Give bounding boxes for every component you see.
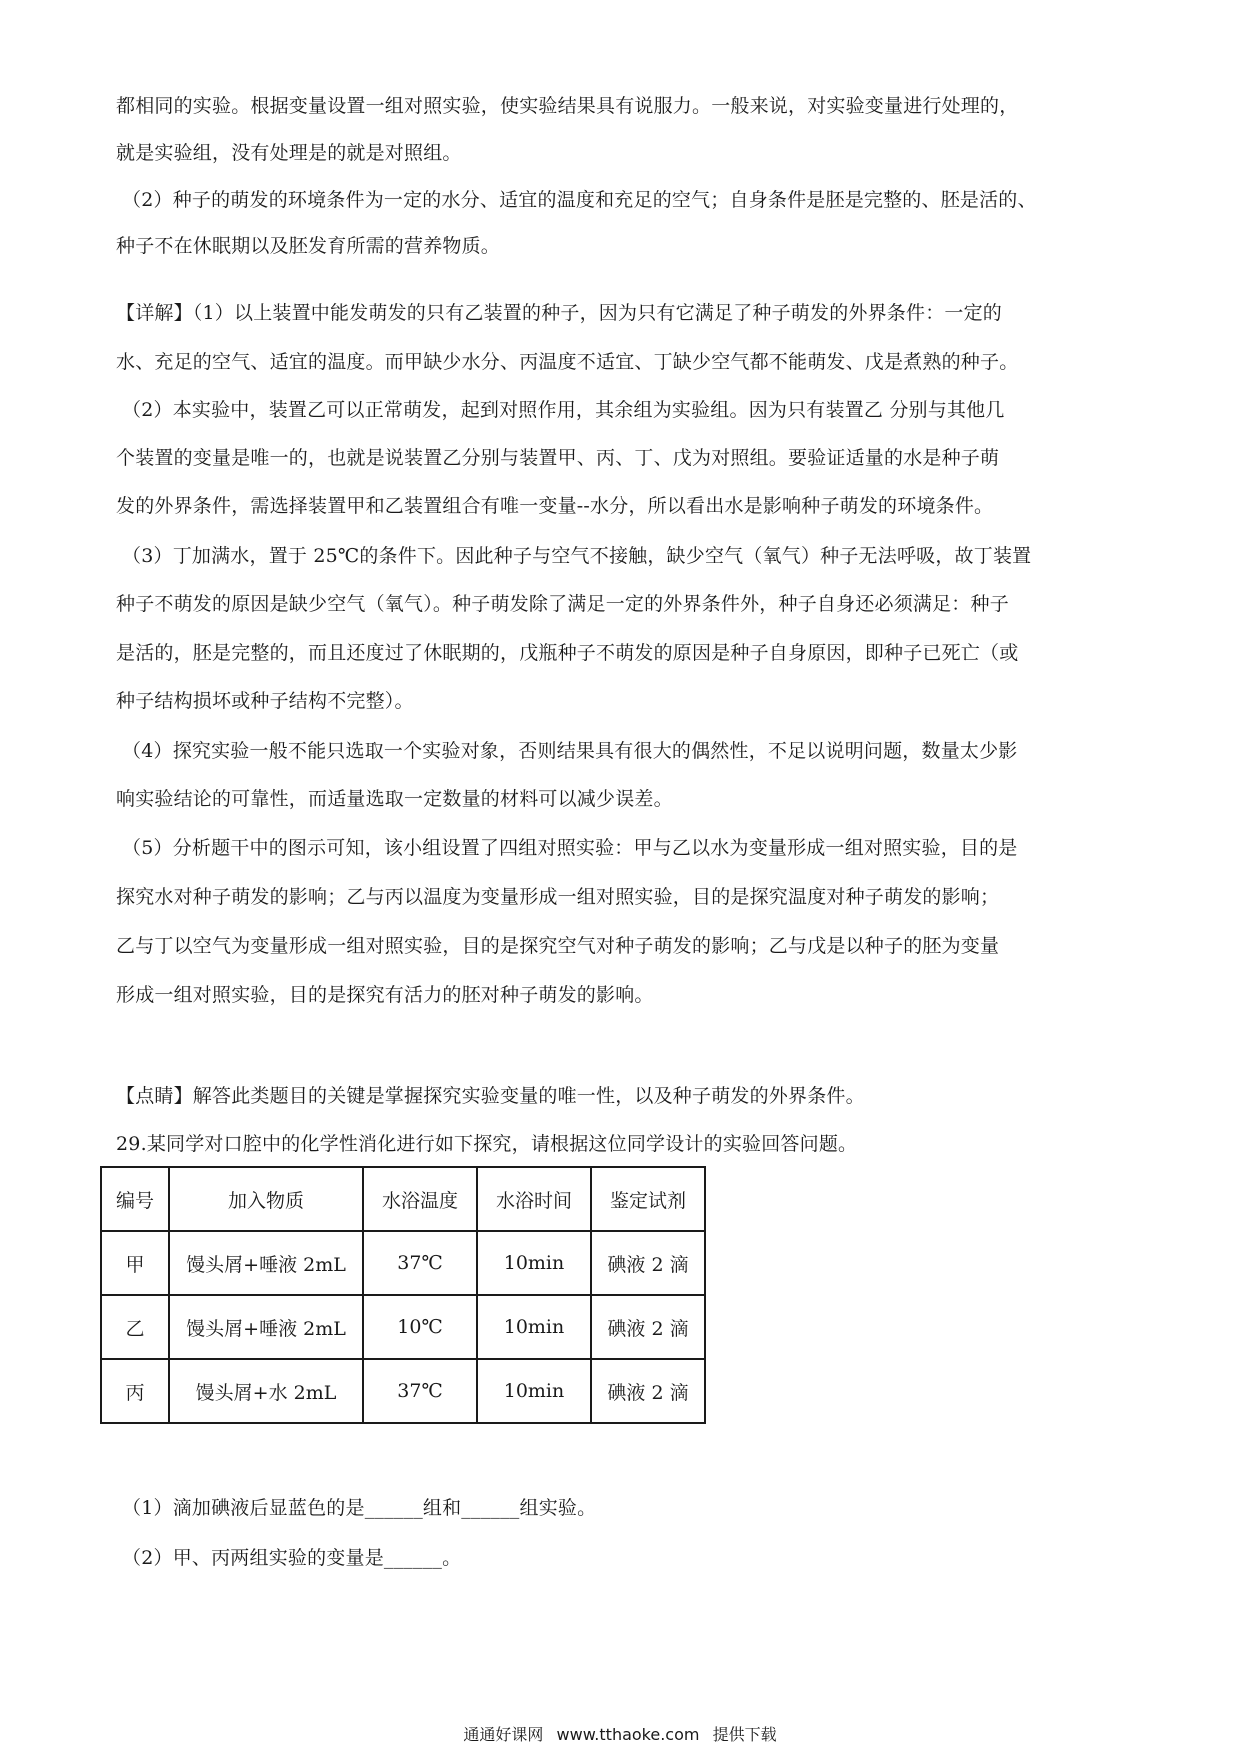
table-cell: 10min (477, 1295, 591, 1359)
table-cell: 37℃ (363, 1231, 477, 1295)
paragraph-line: 发的外界条件，需选择装置甲和乙装置组合有唯一变量--水分，所以看出水是影响种子萌发的环境条件。 (116, 495, 994, 517)
table-cell: 37℃ (363, 1359, 477, 1423)
table-cell: 碘液 2 滴 (591, 1359, 705, 1423)
table-cell: 馒头屑+水 2mL (169, 1359, 363, 1423)
table-cell: 馒头屑+唾液 2mL (169, 1231, 363, 1295)
table-row (101, 1295, 705, 1359)
table-cell: 丙 (101, 1359, 169, 1423)
paragraph-line: 响实验结论的可靠性，而适量选取一定数量的材料可以减少误差。 (116, 788, 673, 810)
paragraph-line: 个装置的变量是唯一的，也就是说装置乙分别与装置甲、丙、丁、戊为对照组。要验证适量的水是种子萌 (116, 447, 1000, 469)
paragraph-line: 水、充足的空气、适宜的温度。而甲缺少水分、丙温度不适宜、丁缺少空气都不能萌发、戊是煮熟的种子。 (116, 351, 1019, 373)
table-header-cell: 加入物质 (169, 1167, 363, 1231)
table-cell: 10℃ (363, 1295, 477, 1359)
table-row (101, 1231, 705, 1295)
table-cell: 碘液 2 滴 (591, 1295, 705, 1359)
paragraph-line: 形成一组对照实验，目的是探究有活力的胚对种子萌发的影响。 (116, 984, 654, 1006)
table-header-cell: 鉴定试剂 (591, 1167, 705, 1231)
paragraph-line: （2）种子的萌发的环境条件为一定的水分、适宜的温度和充足的空气；自身条件是胚是完整的、胚是活的、 (122, 189, 1037, 211)
paragraph-line: （4）探究实验一般不能只选取一个实验对象，否则结果具有很大的偶然性，不足以说明问题，数量太少影 (122, 740, 1018, 762)
footer-site-name: 通通好课网 (463, 1725, 544, 1744)
table-cell: 碘液 2 滴 (591, 1231, 705, 1295)
table-header-cell: 编号 (101, 1167, 169, 1231)
paragraph-line: （3）丁加满水，置于 25℃的条件下。因此种子与空气不接触，缺少空气（氧气）种子无法呼吸，故丁装置 (122, 545, 1032, 567)
sub-question: （1）滴加碘液后显蓝色的是______组和______组实验。 (122, 1497, 597, 1519)
paragraph-line: 种子结构损坏或种子结构不完整）。 (116, 690, 414, 712)
paragraph-line: 都相同的实验。根据变量设置一组对照实验，使实验结果具有说服力。一般来说，对实验变量进行处理的， (116, 95, 1019, 117)
paragraph-line: 种子不萌发的原因是缺少空气（氧气）。种子萌发除了满足一定的外界条件外，种子自身还必须满足：种子 (116, 593, 1009, 615)
footer-url[interactable]: www.tthaoke.com (556, 1725, 700, 1744)
table-row (101, 1359, 705, 1423)
detail-heading-line: 【详解】（1）以上装置中能发萌发的只有乙装置的种子，因为只有它满足了种子萌发的外界条件：一定的 (116, 302, 1002, 324)
table-header-row (101, 1167, 705, 1231)
paragraph-line: （5）分析题干中的图示可知，该小组设置了四组对照实验：甲与乙以水为变量形成一组对照实验，目的是 (122, 837, 1018, 859)
paragraph-line: （2）本实验中，装置乙可以正常萌发，起到对照作用，其余组为实验组。因为只有装置乙 分别与其他几 (122, 399, 1005, 421)
page-footer (0, 1722, 1240, 1745)
paragraph-line: 种子不在休眠期以及胚发育所需的营养物质。 (116, 235, 501, 257)
sub-question: （2）甲、丙两组实验的变量是______。 (122, 1547, 462, 1569)
footer-suffix: 提供下载 (712, 1725, 777, 1744)
table-cell: 馒头屑+唾液 2mL (169, 1295, 363, 1359)
table-cell: 10min (477, 1231, 591, 1295)
paragraph-line: 是活的，胚是完整的，而且还度过了休眠期的，戊瓶种子不萌发的原因是种子自身原因，即种子已死亡（或 (116, 642, 1019, 664)
table-header-cell: 水浴时间 (477, 1167, 591, 1231)
tip-line: 【点睛】解答此类题目的关键是掌握探究实验变量的唯一性，以及种子萌发的外界条件。 (116, 1085, 865, 1107)
table-cell: 乙 (101, 1295, 169, 1359)
paragraph-line: 乙与丁以空气为变量形成一组对照实验，目的是探究空气对种子萌发的影响；乙与戊是以种子的胚为变量 (116, 935, 1000, 957)
table-cell: 甲 (101, 1231, 169, 1295)
paragraph-line: 探究水对种子萌发的影响；乙与丙以温度为变量形成一组对照实验，目的是探究温度对种子萌发的影响； (116, 886, 1000, 908)
table-cell: 10min (477, 1359, 591, 1423)
table-header-cell: 水浴温度 (363, 1167, 477, 1231)
paragraph-line: 就是实验组，没有处理是的就是对照组。 (116, 142, 462, 164)
experiment-table (100, 1166, 706, 1424)
question-title: 29.某同学对口腔中的化学性消化进行如下探究，请根据这位同学设计的实验回答问题。 (116, 1133, 858, 1155)
